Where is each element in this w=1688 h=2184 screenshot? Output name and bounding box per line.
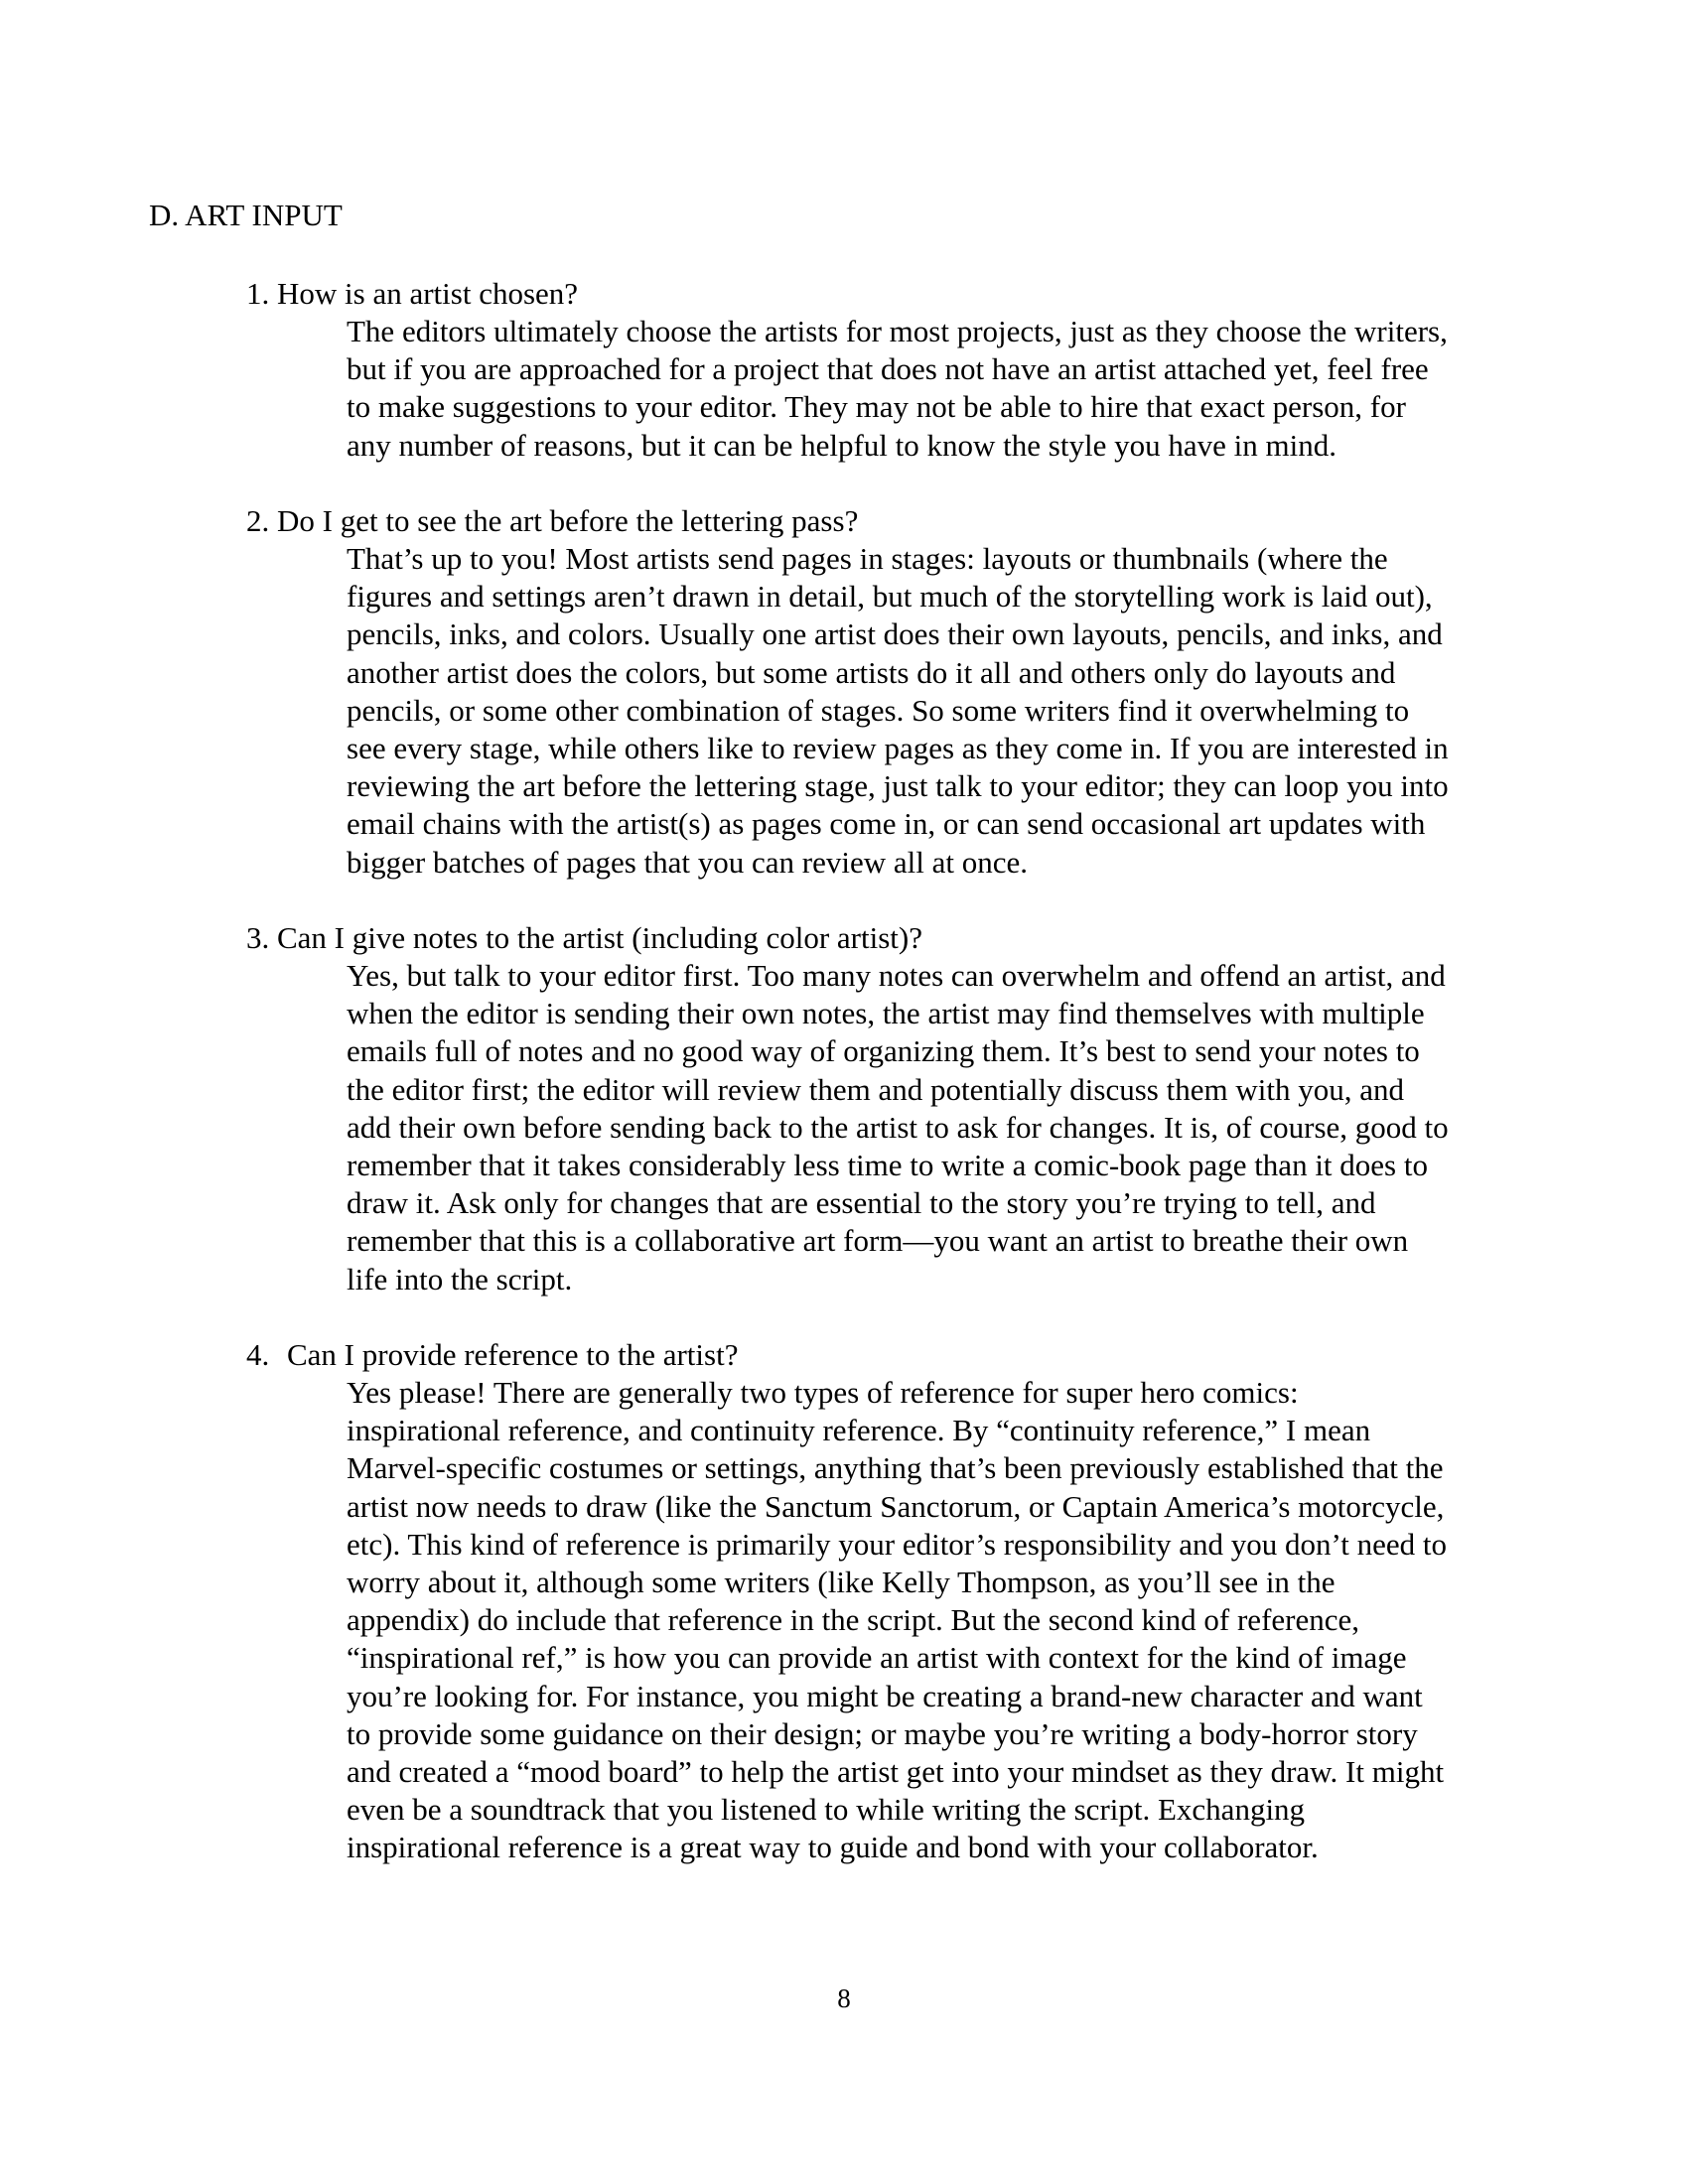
answer-line: but if you are approached for a project that does not have an artist attached yet, feel free (347, 351, 1429, 387)
question-number: 3. (246, 920, 270, 955)
section-heading: D. ART INPUT (149, 198, 343, 232)
answer-line: remember that this is a collaborative art form—you want an artist to breathe their own (347, 1223, 1409, 1259)
answer-line: inspirational reference is a great way to guide and bond with your collaborator. (347, 1830, 1319, 1865)
answer-line: another artist does the colors, but some artists do it all and others only do layouts and (347, 654, 1396, 690)
question-number: 2. (246, 503, 270, 538)
answer-line: when the editor is sending their own notes, the artist may find themselves with multiple (347, 996, 1425, 1031)
answer-line: and created a “mood board” to help the artist get into your mindset as they draw. It might (347, 1754, 1445, 1790)
question-number: 4. (246, 1337, 270, 1372)
answer-line: bigger batches of pages that you can review all at once. (347, 844, 1029, 880)
answer-line: Marvel-specific costumes or settings, anything that’s been previously established that the (347, 1450, 1444, 1486)
answer-line: see every stage, while others like to review pages as they come in. If you are interested in (347, 731, 1449, 766)
question-number: 1. (246, 276, 270, 311)
answer-line: Yes please! There are generally two types of reference for super hero comics: (347, 1375, 1299, 1410)
answer-paragraph (347, 957, 1538, 1298)
answer-line: email chains with the artist(s) as pages come in, or can send occasional art updates with (347, 806, 1426, 842)
answer-line: pencils, or some other combination of stages. So some writers find it overwhelming to (347, 692, 1410, 728)
answer-line: any number of reasons, but it can be helpful to know the style you have in mind. (347, 427, 1336, 463)
answer-line: Yes, but talk to your editor first. Too many notes can overwhelm and offend an artist, and (347, 958, 1446, 993)
answer-line: the editor first; the editor will review them and potentially discuss them with you, and (347, 1071, 1404, 1107)
answer-line: you’re looking for. For instance, you might be creating a brand-new character and want (347, 1678, 1423, 1713)
answer-paragraph (347, 540, 1538, 882)
question-text: How is an artist chosen? (277, 276, 579, 311)
answer-line: to provide some guidance on their design; or maybe you’re writing a body-horror story (347, 1715, 1418, 1751)
answer-line: life into the script. (347, 1261, 573, 1297)
answer-line: worry about it, although some writers (like Kelly Thompson, as you’ll see in the (347, 1565, 1336, 1600)
answer-paragraph (347, 1374, 1538, 1867)
answer-line: inspirational reference, and continuity reference. By “continuity reference,” I mean (347, 1413, 1371, 1448)
question-text: Can I provide reference to the artist? (287, 1337, 739, 1372)
answer-line: That’s up to you! Most artists send pages in stages: layouts or thumbnails (where the (347, 541, 1388, 576)
question-heading (246, 502, 858, 540)
answer-line: add their own before sending back to the artist to ask for changes. It is, of course, good to (347, 1109, 1449, 1145)
answer-line: draw it. Ask only for changes that are essential to the story you’re trying to tell, and (347, 1185, 1376, 1221)
answer-line: The editors ultimately choose the artists for most projects, just as they choose the writers, (347, 314, 1448, 348)
answer-paragraph (347, 313, 1538, 465)
page-number: 8 (837, 1983, 851, 2013)
answer-line: etc). This kind of reference is primarily your editor’s responsibility and you don’t need to (347, 1526, 1447, 1562)
answer-line: “inspirational ref,” is how you can provide an artist with context for the kind of image (347, 1640, 1407, 1676)
question-text: Do I get to see the art before the lettering pass? (277, 503, 859, 538)
answer-line: appendix) do include that reference in the script. But the second kind of reference, (347, 1602, 1360, 1638)
answer-line: to make suggestions to your editor. They may not be able to hire that exact person, for (347, 389, 1406, 425)
answer-line: figures and settings aren’t drawn in detail, but much of the storytelling work is laid out), (347, 579, 1433, 614)
answer-line: even be a soundtrack that you listened to while writing the script. Exchanging (347, 1792, 1306, 1828)
question-text: Can I give notes to the artist (including color artist)? (277, 920, 922, 955)
answer-line: remember that it takes considerably less time to write a comic-book page than it does to (347, 1148, 1428, 1183)
answer-line: pencils, inks, and colors. Usually one artist does their own layouts, pencils, and inks, and (347, 616, 1443, 652)
answer-line: reviewing the art before the lettering stage, just talk to your editor; they can loop you into (347, 768, 1449, 804)
question-heading (246, 275, 578, 313)
answer-line: emails full of notes and no good way of organizing them. It’s best to send your notes to (347, 1033, 1420, 1069)
question-heading (246, 919, 922, 957)
question-heading (246, 1336, 738, 1374)
answer-line: artist now needs to draw (like the Sanctum Sanctorum, or Captain America’s motorcycle, (347, 1488, 1445, 1524)
